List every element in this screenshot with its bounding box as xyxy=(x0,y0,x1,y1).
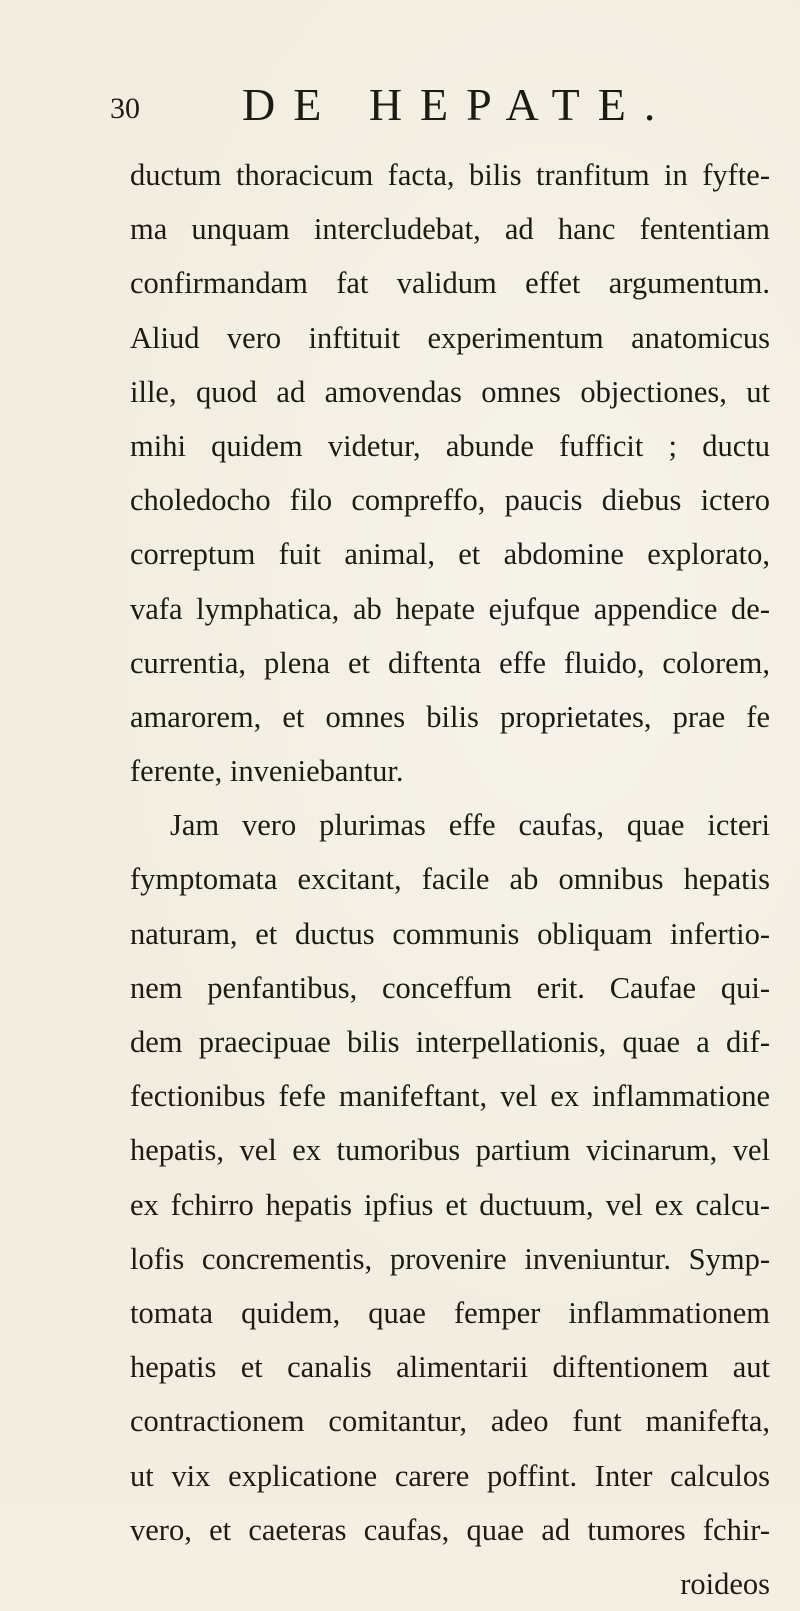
text-line: choledocho filo compreffo, paucis diebus ictero xyxy=(130,483,770,518)
page-number: 30 xyxy=(110,92,140,125)
text-line: vero, et caeteras caufas, quae ad tumores fchir- xyxy=(130,1512,770,1547)
text-line: currentia, plena et diftenta effe fluido, colorem, xyxy=(130,645,770,680)
text-line: hepatis et canalis alimentarii diftentionem aut xyxy=(130,1350,770,1385)
text-line: ex fchirro hepatis ipfius et ductuum, vel ex calcu- xyxy=(130,1187,770,1222)
text-line: dem praecipuae bilis interpellationis, quae a dif- xyxy=(130,1025,770,1059)
text-line: vafa lymphatica, ab hepate ejufque appendice de- xyxy=(130,591,770,626)
text-line: ut vix explicatione carere poffint. Inter calculos xyxy=(130,1458,770,1493)
text-line: naturam, et ductus communis obliquam infertio- xyxy=(130,916,770,951)
text-line: fectionibus fefe manifeftant, vel ex inflammatione xyxy=(130,1079,770,1114)
text-line: lofis concrementis, provenire inveniuntur. Symp- xyxy=(130,1241,770,1276)
text-line: ductum thoracicum facta, bilis tranfitum in fyfte- xyxy=(130,158,770,192)
text-line: Aliud vero inftituit experimentum anatomicus xyxy=(130,320,770,355)
text-line: confirmandam fat validum effet argumentum. xyxy=(130,266,770,301)
body-text xyxy=(130,148,770,1611)
text-line: ma unquam intercludebat, ad hanc fententiam xyxy=(130,212,770,247)
text-line: Jam vero plurimas effe caufas, quae icteri xyxy=(170,808,770,843)
text-line: amarorem, et omnes bilis proprietates, prae fe xyxy=(130,699,770,734)
text-line: hepatis, vel ex tumoribus partium vicinarum, vel xyxy=(130,1133,770,1168)
text-line: tomata quidem, quae femper inflammationem xyxy=(130,1295,770,1330)
running-head xyxy=(110,78,750,128)
text-line: contractionem comitantur, adeo funt manifefta, xyxy=(130,1404,770,1439)
text-line: nem penfantibus, conceffum erit. Caufae qui- xyxy=(130,970,770,1005)
catchword: roideos xyxy=(680,1566,770,1601)
text-line: ferente, inveniebantur. xyxy=(130,754,404,789)
text-line: fymptomata excitant, facile ab omnibus hepatis xyxy=(130,862,770,897)
text-line: correptum fuit animal, et abdomine explorato, xyxy=(130,537,770,572)
text-line: ille, quod ad amovendas omnes objectiones, ut xyxy=(130,374,770,409)
running-title: DE HEPATE. xyxy=(242,79,674,130)
text-line: mihi quidem videtur, abunde fufficit ; ductu xyxy=(130,428,770,463)
